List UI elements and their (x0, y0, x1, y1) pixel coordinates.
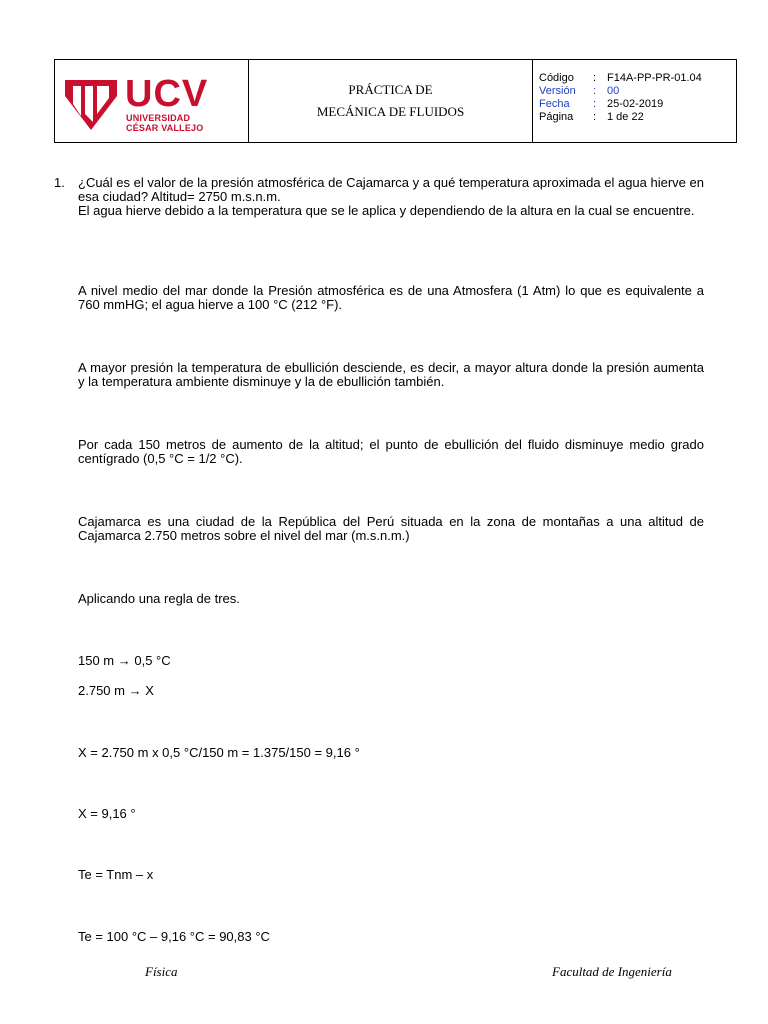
meta-separator: : (593, 72, 597, 84)
document-header (54, 59, 737, 143)
question-answer-intro: El agua hierve debido a la temperatura que se le aplica y dependiendo de la altura en la cual se encuentre. (78, 203, 695, 218)
meta-row-codigo (539, 72, 736, 85)
logo-brand-text: UCV (125, 73, 209, 115)
meta-row-version (539, 85, 736, 98)
meta-separator: : (593, 85, 597, 97)
equation-line: Te = Tnm – x (78, 867, 154, 882)
logo-line-1: UNIVERSIDAD (126, 113, 191, 123)
paragraph: Por cada 150 metros de aumento de la altitud; el punto de ebullición del fluido disminuye medio grado centígrado (0,5 °C = 1/2 °C). (78, 437, 704, 466)
paragraph: A nivel medio del mar donde la Presión atmosférica es de una Atmosfera (1 Atm) lo que es equivalente a 760 mmHG; el agua hierve a 100 °C (212 °F). (78, 283, 704, 312)
document-title (249, 60, 533, 142)
question-number: 1. (54, 175, 65, 190)
meta-row-fecha (539, 98, 736, 111)
paragraph: Aplicando una regla de tres. (78, 591, 240, 606)
equation-line: 2.750 m → X (78, 683, 154, 698)
meta-label: Fecha (539, 98, 570, 110)
equation-line: Te = 100 °C – 9,16 °C = 90,83 °C (78, 929, 270, 944)
equation-line: X = 9,16 ° (78, 806, 136, 821)
equation-line: 150 m → 0,5 °C (78, 653, 171, 668)
meta-row-pagina (539, 111, 736, 124)
footer-left: Física (145, 964, 178, 979)
meta-value: 00 (607, 85, 620, 97)
meta-separator: : (593, 111, 597, 123)
ucv-shield-logo (63, 76, 119, 132)
meta-label: Página (539, 111, 574, 123)
meta-label: Código (539, 72, 574, 84)
logo-subtitle (126, 113, 203, 133)
logo-line-2: CÉSAR VALLEJO (126, 123, 204, 133)
equation-line: X = 2.750 m x 0,5 °C/150 m = 1.375/150 = 9,16 ° (78, 745, 360, 760)
footer-right: Facultad de Ingeniería (552, 964, 672, 979)
meta-label: Versión (539, 85, 576, 97)
question-text: ¿Cuál es el valor de la presión atmosférica de Cajamarca y a qué temperatura aproximada el agua hierve en esa ciudad? Altitud= 2750 m.s.n.m. (78, 175, 704, 204)
paragraph: Cajamarca es una ciudad de la República del Perú situada en la zona de montañas a una altitud de Cajamarca 2.750 metros sobre el nivel del mar (m.s.n.m.) (78, 514, 704, 543)
meta-separator: : (593, 98, 597, 110)
logo-cell (55, 60, 249, 142)
meta-value: 25-02-2019 (607, 98, 664, 110)
meta-value: F14A-PP-PR-01.04 (607, 72, 702, 84)
title-line-1: PRÁCTICA DE (348, 82, 433, 97)
question-block (78, 176, 704, 218)
title-line-2: MECÁNICA DE FLUIDOS (316, 104, 465, 119)
document-meta (533, 60, 736, 142)
paragraph: A mayor presión la temperatura de ebullición desciende, es decir, a mayor altura donde la presión aumenta y la temperatura ambiente disminuye y la de ebullición también. (78, 360, 704, 389)
meta-value: 1 de 22 (607, 111, 644, 123)
